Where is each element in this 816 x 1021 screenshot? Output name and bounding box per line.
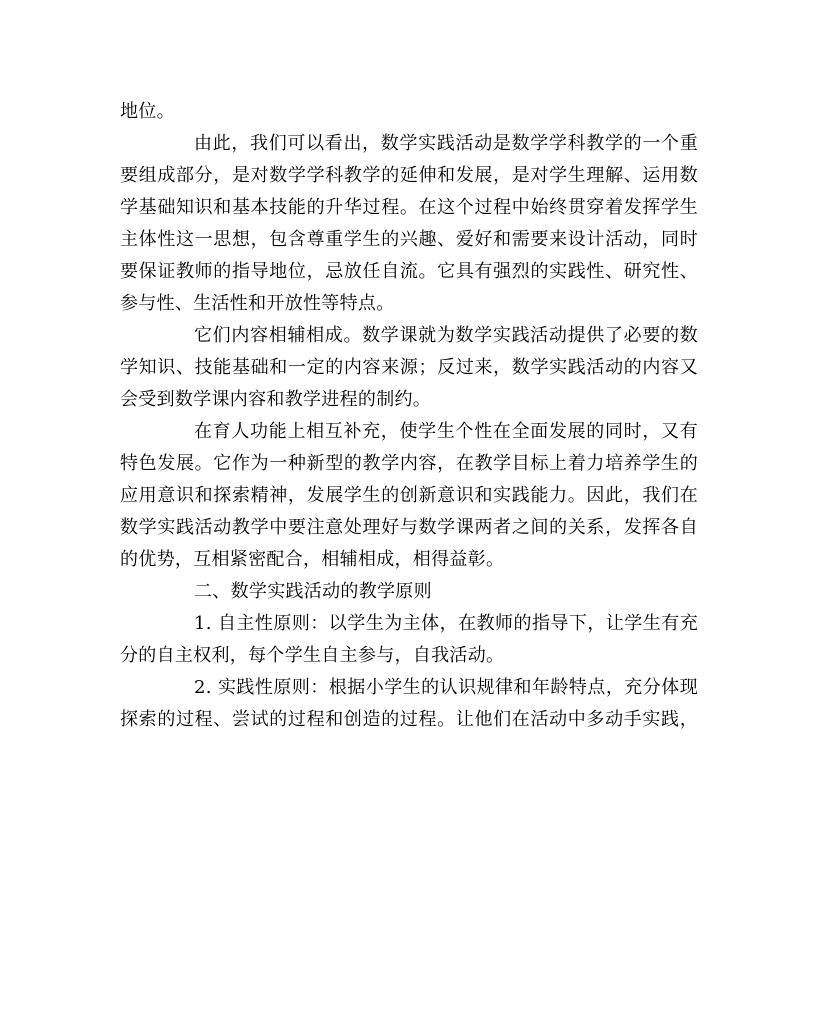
paragraph — [120, 416, 698, 576]
text-line: 二、数学实践活动的教学原则 — [194, 581, 432, 602]
text-line: 的优势，互相紧密配合，相辅相成，相得益彰。 — [120, 549, 505, 570]
text-line: 分的自主权利，每个学生自主参与，自我活动。 — [120, 645, 505, 666]
text-line: 学知识、技能基础和一定的内容来源；反过来，数学实践活动的内容又 — [120, 357, 698, 378]
text-line: 学基础知识和基本技能的升华过程。在这个过程中始终贯穿着发挥学生 — [120, 197, 698, 218]
text-line: 会受到数学课内容和教学进程的制约。 — [120, 389, 432, 410]
paragraph — [120, 672, 698, 736]
text-line: 要保证教师的指导地位，忌放任自流。它具有强烈的实践性、研究性、 — [120, 261, 698, 282]
text-line: 由此，我们可以看出，数学实践活动是数学学科教学的一个重 — [194, 133, 698, 154]
text-line: 1. 自主性原则：以学生为主体，在教师的指导下，让学生有充 — [194, 613, 698, 634]
text-line: 主体性这一思想，包含尊重学生的兴趣、爱好和需要来设计活动，同时 — [120, 229, 698, 250]
paragraph — [120, 608, 698, 672]
text-line: 特色发展。它作为一种新型的教学内容，在教学目标上着力培养学生的 — [120, 453, 698, 474]
text-line: 地位。 — [120, 101, 175, 122]
text-line: 探索的过程、尝试的过程和创造的过程。让他们在活动中多动手实践， — [120, 709, 698, 730]
section-heading — [120, 576, 698, 608]
text-line: 数学实践活动教学中要注意处理好与数学课两者之间的关系，发挥各自 — [120, 517, 698, 538]
text-line: 2. 实践性原则：根据小学生的认识规律和年龄特点，充分体现 — [194, 677, 698, 698]
document-body — [120, 96, 698, 736]
text-line: 它们内容相辅相成。数学课就为数学实践活动提供了必要的数 — [194, 325, 698, 346]
paragraph — [120, 128, 698, 320]
paragraph — [120, 96, 698, 128]
text-line: 参与性、生活性和开放性等特点。 — [120, 293, 395, 314]
paragraph — [120, 320, 698, 416]
text-line: 在育人功能上相互补充，使学生个性在全面发展的同时，又有 — [194, 421, 698, 442]
text-line: 要组成部分，是对数学学科教学的延伸和发展，是对学生理解、运用数 — [120, 165, 698, 186]
text-line: 应用意识和探索精神，发展学生的创新意识和实践能力。因此，我们在 — [120, 485, 698, 506]
